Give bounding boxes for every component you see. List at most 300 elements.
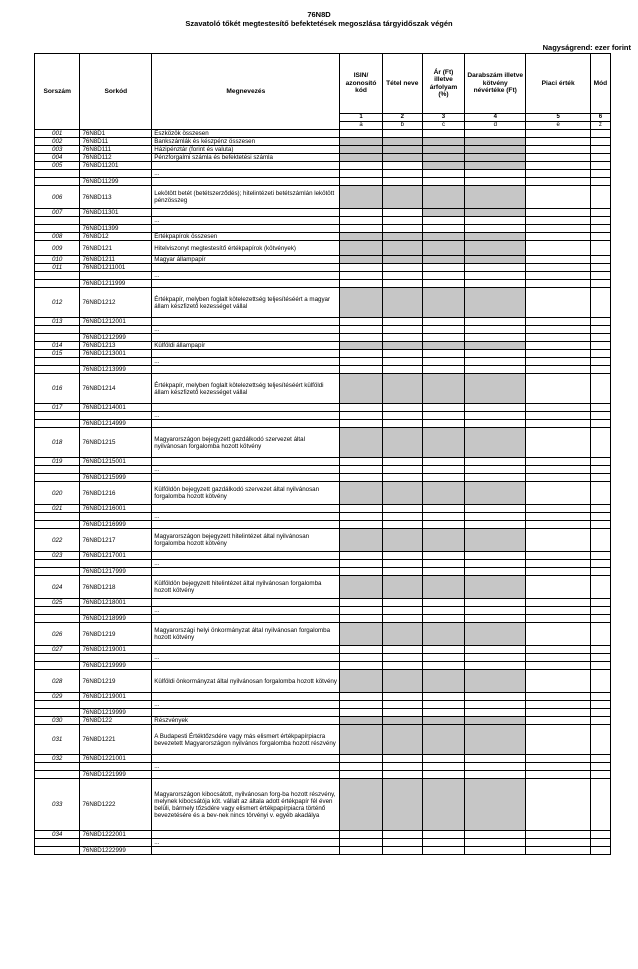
input-cell[interactable] xyxy=(465,599,526,607)
input-cell[interactable] xyxy=(526,241,590,256)
row-name: ... xyxy=(152,272,340,280)
input-cell[interactable] xyxy=(590,568,610,576)
input-cell[interactable] xyxy=(382,420,422,428)
input-cell[interactable] xyxy=(526,334,590,342)
input-cell[interactable] xyxy=(590,170,610,178)
input-cell[interactable] xyxy=(526,428,590,458)
input-cell[interactable] xyxy=(526,771,590,779)
input-cell[interactable] xyxy=(526,358,590,366)
input-cell[interactable] xyxy=(422,646,464,654)
input-cell[interactable] xyxy=(590,552,610,560)
input-cell[interactable] xyxy=(590,725,610,755)
input-cell[interactable] xyxy=(422,521,464,529)
input-cell[interactable] xyxy=(526,162,590,170)
input-cell[interactable] xyxy=(526,599,590,607)
input-cell[interactable] xyxy=(382,130,422,138)
input-cell[interactable] xyxy=(465,701,526,709)
input-cell[interactable] xyxy=(382,662,422,670)
input-cell[interactable] xyxy=(526,831,590,839)
input-cell[interactable] xyxy=(422,318,464,326)
input-cell[interactable] xyxy=(422,474,464,482)
input-cell[interactable] xyxy=(465,568,526,576)
input-cell[interactable] xyxy=(340,466,382,474)
input-cell[interactable] xyxy=(422,693,464,701)
input-cell[interactable] xyxy=(590,693,610,701)
input-cell[interactable] xyxy=(590,607,610,615)
input-cell[interactable] xyxy=(422,560,464,568)
row-code: 76N8D1222 xyxy=(80,779,152,831)
input-cell[interactable] xyxy=(340,170,382,178)
input-cell[interactable] xyxy=(590,264,610,272)
input-cell[interactable] xyxy=(590,186,610,209)
input-cell[interactable] xyxy=(590,404,610,412)
input-cell[interactable] xyxy=(340,709,382,717)
input-cell[interactable] xyxy=(422,466,464,474)
row-name xyxy=(152,615,340,623)
input-cell[interactable] xyxy=(526,755,590,763)
input-cell[interactable] xyxy=(590,831,610,839)
input-cell[interactable] xyxy=(422,178,464,186)
input-cell[interactable] xyxy=(465,755,526,763)
input-cell[interactable] xyxy=(465,505,526,513)
input-cell[interactable] xyxy=(382,272,422,280)
input-cell[interactable] xyxy=(382,831,422,839)
shaded-cell xyxy=(422,209,464,217)
input-cell[interactable] xyxy=(340,615,382,623)
input-cell[interactable] xyxy=(465,771,526,779)
input-cell[interactable] xyxy=(526,420,590,428)
input-cell[interactable] xyxy=(526,404,590,412)
input-cell[interactable] xyxy=(340,568,382,576)
input-cell[interactable] xyxy=(526,709,590,717)
input-cell[interactable] xyxy=(422,847,464,855)
input-cell[interactable] xyxy=(382,693,422,701)
row-name xyxy=(152,264,340,272)
input-cell[interactable] xyxy=(465,646,526,654)
input-cell[interactable] xyxy=(382,358,422,366)
input-cell[interactable] xyxy=(422,552,464,560)
input-cell[interactable] xyxy=(382,334,422,342)
input-cell[interactable] xyxy=(465,521,526,529)
input-cell[interactable] xyxy=(465,318,526,326)
input-cell[interactable] xyxy=(526,225,590,233)
input-cell[interactable] xyxy=(422,366,464,374)
input-cell[interactable] xyxy=(526,170,590,178)
input-cell[interactable] xyxy=(526,264,590,272)
input-cell[interactable] xyxy=(340,420,382,428)
input-cell[interactable] xyxy=(422,505,464,513)
input-cell[interactable] xyxy=(465,130,526,138)
input-cell[interactable] xyxy=(465,264,526,272)
input-cell[interactable] xyxy=(465,831,526,839)
input-cell[interactable] xyxy=(526,366,590,374)
input-cell[interactable] xyxy=(422,568,464,576)
input-cell[interactable] xyxy=(382,701,422,709)
input-cell[interactable] xyxy=(382,412,422,420)
input-cell[interactable] xyxy=(340,404,382,412)
input-cell[interactable] xyxy=(526,654,590,662)
input-cell[interactable] xyxy=(526,560,590,568)
input-cell[interactable] xyxy=(526,272,590,280)
input-cell[interactable] xyxy=(590,458,610,466)
input-cell[interactable] xyxy=(340,350,382,358)
input-cell[interactable] xyxy=(382,280,422,288)
input-cell[interactable] xyxy=(382,209,422,217)
input-cell[interactable] xyxy=(526,552,590,560)
input-cell[interactable] xyxy=(526,839,590,847)
input-cell[interactable] xyxy=(422,130,464,138)
input-cell[interactable] xyxy=(340,521,382,529)
input-cell[interactable] xyxy=(422,513,464,521)
input-cell[interactable] xyxy=(340,693,382,701)
input-cell[interactable] xyxy=(340,763,382,771)
input-cell[interactable] xyxy=(526,186,590,209)
input-cell[interactable] xyxy=(526,646,590,654)
input-cell[interactable] xyxy=(422,458,464,466)
input-cell[interactable] xyxy=(526,529,590,552)
input-cell[interactable] xyxy=(590,241,610,256)
input-cell[interactable] xyxy=(590,280,610,288)
input-cell[interactable] xyxy=(590,178,610,186)
input-cell[interactable] xyxy=(590,771,610,779)
input-cell[interactable] xyxy=(382,350,422,358)
input-cell[interactable] xyxy=(382,404,422,412)
input-cell[interactable] xyxy=(465,350,526,358)
input-cell[interactable] xyxy=(590,560,610,568)
input-cell[interactable] xyxy=(465,366,526,374)
input-cell[interactable] xyxy=(526,623,590,646)
input-cell[interactable] xyxy=(382,615,422,623)
input-cell[interactable] xyxy=(422,607,464,615)
input-cell[interactable] xyxy=(340,225,382,233)
input-cell[interactable] xyxy=(526,717,590,725)
input-cell[interactable] xyxy=(590,146,610,154)
input-cell[interactable] xyxy=(340,701,382,709)
input-cell[interactable] xyxy=(340,264,382,272)
input-cell[interactable] xyxy=(526,130,590,138)
input-cell[interactable] xyxy=(526,779,590,831)
input-cell[interactable] xyxy=(590,233,610,241)
input-cell[interactable] xyxy=(526,326,590,334)
input-cell[interactable] xyxy=(465,404,526,412)
col-header-mod: Mód xyxy=(590,54,610,114)
input-cell[interactable] xyxy=(465,412,526,420)
input-cell[interactable] xyxy=(422,350,464,358)
input-cell[interactable] xyxy=(340,646,382,654)
input-cell[interactable] xyxy=(590,529,610,552)
input-cell[interactable] xyxy=(340,326,382,334)
input-cell[interactable] xyxy=(465,420,526,428)
input-cell[interactable] xyxy=(590,763,610,771)
input-cell[interactable] xyxy=(340,839,382,847)
input-cell[interactable] xyxy=(526,233,590,241)
input-cell[interactable] xyxy=(465,662,526,670)
input-cell[interactable] xyxy=(465,513,526,521)
input-cell[interactable] xyxy=(590,654,610,662)
input-cell[interactable] xyxy=(340,280,382,288)
input-cell[interactable] xyxy=(382,521,422,529)
input-cell[interactable] xyxy=(526,576,590,599)
input-cell[interactable] xyxy=(382,513,422,521)
input-cell[interactable] xyxy=(422,358,464,366)
input-cell[interactable] xyxy=(526,458,590,466)
input-cell[interactable] xyxy=(590,839,610,847)
input-cell[interactable] xyxy=(340,334,382,342)
input-cell[interactable] xyxy=(382,560,422,568)
input-cell[interactable] xyxy=(382,162,422,170)
input-cell[interactable] xyxy=(526,318,590,326)
input-cell[interactable] xyxy=(590,272,610,280)
input-cell[interactable] xyxy=(590,318,610,326)
input-cell[interactable] xyxy=(590,505,610,513)
input-cell[interactable] xyxy=(526,763,590,771)
input-cell[interactable] xyxy=(465,763,526,771)
input-cell[interactable] xyxy=(590,428,610,458)
input-cell[interactable] xyxy=(465,178,526,186)
input-cell[interactable] xyxy=(382,366,422,374)
input-cell[interactable] xyxy=(526,662,590,670)
input-cell[interactable] xyxy=(340,599,382,607)
input-cell[interactable] xyxy=(382,505,422,513)
input-cell[interactable] xyxy=(590,623,610,646)
input-cell[interactable] xyxy=(422,326,464,334)
input-cell[interactable] xyxy=(526,505,590,513)
input-cell[interactable] xyxy=(465,217,526,225)
input-cell[interactable] xyxy=(382,217,422,225)
input-cell[interactable] xyxy=(340,272,382,280)
input-cell[interactable] xyxy=(382,568,422,576)
input-cell[interactable] xyxy=(590,466,610,474)
input-cell[interactable] xyxy=(422,225,464,233)
input-cell[interactable] xyxy=(526,146,590,154)
input-cell[interactable] xyxy=(422,755,464,763)
input-cell[interactable] xyxy=(382,607,422,615)
input-cell[interactable] xyxy=(590,755,610,763)
input-cell[interactable] xyxy=(382,709,422,717)
input-cell[interactable] xyxy=(340,654,382,662)
input-cell[interactable] xyxy=(590,138,610,146)
input-cell[interactable] xyxy=(465,458,526,466)
input-cell[interactable] xyxy=(340,847,382,855)
input-cell[interactable] xyxy=(526,178,590,186)
input-cell[interactable] xyxy=(382,847,422,855)
input-cell[interactable] xyxy=(526,209,590,217)
input-cell[interactable] xyxy=(422,412,464,420)
input-cell[interactable] xyxy=(590,225,610,233)
input-cell[interactable] xyxy=(422,839,464,847)
input-cell[interactable] xyxy=(422,831,464,839)
input-cell[interactable] xyxy=(465,552,526,560)
input-cell[interactable] xyxy=(526,607,590,615)
input-cell[interactable] xyxy=(382,466,422,474)
input-cell[interactable] xyxy=(465,466,526,474)
input-cell[interactable] xyxy=(340,771,382,779)
input-cell[interactable] xyxy=(340,130,382,138)
input-cell[interactable] xyxy=(340,366,382,374)
input-cell[interactable] xyxy=(422,599,464,607)
input-cell[interactable] xyxy=(340,209,382,217)
input-cell[interactable] xyxy=(590,412,610,420)
input-cell[interactable] xyxy=(382,654,422,662)
input-cell[interactable] xyxy=(590,350,610,358)
input-cell[interactable] xyxy=(340,552,382,560)
input-cell[interactable] xyxy=(526,288,590,318)
input-cell[interactable] xyxy=(526,693,590,701)
input-cell[interactable] xyxy=(590,130,610,138)
input-cell[interactable] xyxy=(340,458,382,466)
input-cell[interactable] xyxy=(340,412,382,420)
input-cell[interactable] xyxy=(590,288,610,318)
input-cell[interactable] xyxy=(422,280,464,288)
input-cell[interactable] xyxy=(590,366,610,374)
input-cell[interactable] xyxy=(590,670,610,693)
input-cell[interactable] xyxy=(465,560,526,568)
input-cell[interactable] xyxy=(422,701,464,709)
input-cell[interactable] xyxy=(590,162,610,170)
input-cell[interactable] xyxy=(382,771,422,779)
input-cell[interactable] xyxy=(590,779,610,831)
input-cell[interactable] xyxy=(590,709,610,717)
input-cell[interactable] xyxy=(382,474,422,482)
input-cell[interactable] xyxy=(340,178,382,186)
input-cell[interactable] xyxy=(590,217,610,225)
input-cell[interactable] xyxy=(422,272,464,280)
input-cell[interactable] xyxy=(526,670,590,693)
input-cell[interactable] xyxy=(590,420,610,428)
input-cell[interactable] xyxy=(465,170,526,178)
input-cell[interactable] xyxy=(526,474,590,482)
input-cell[interactable] xyxy=(526,701,590,709)
input-cell[interactable] xyxy=(526,521,590,529)
input-cell[interactable] xyxy=(422,170,464,178)
input-cell[interactable] xyxy=(590,576,610,599)
input-cell[interactable] xyxy=(382,763,422,771)
input-cell[interactable] xyxy=(590,847,610,855)
input-cell[interactable] xyxy=(590,334,610,342)
input-cell[interactable] xyxy=(590,717,610,725)
input-cell[interactable] xyxy=(590,256,610,264)
input-cell[interactable] xyxy=(526,154,590,162)
input-cell[interactable] xyxy=(590,599,610,607)
input-cell[interactable] xyxy=(340,831,382,839)
input-cell[interactable] xyxy=(465,607,526,615)
input-cell[interactable] xyxy=(382,178,422,186)
input-cell[interactable] xyxy=(526,280,590,288)
input-cell[interactable] xyxy=(590,615,610,623)
input-cell[interactable] xyxy=(526,217,590,225)
input-cell[interactable] xyxy=(382,755,422,763)
input-cell[interactable] xyxy=(526,513,590,521)
input-cell[interactable] xyxy=(590,701,610,709)
input-cell[interactable] xyxy=(382,839,422,847)
input-cell[interactable] xyxy=(465,334,526,342)
input-cell[interactable] xyxy=(590,521,610,529)
input-cell[interactable] xyxy=(382,552,422,560)
input-cell[interactable] xyxy=(465,326,526,334)
input-cell[interactable] xyxy=(465,474,526,482)
input-cell[interactable] xyxy=(465,847,526,855)
input-cell[interactable] xyxy=(526,256,590,264)
input-cell[interactable] xyxy=(590,374,610,404)
input-cell[interactable] xyxy=(422,654,464,662)
input-cell[interactable] xyxy=(526,466,590,474)
input-cell[interactable] xyxy=(382,646,422,654)
input-cell[interactable] xyxy=(422,615,464,623)
input-cell[interactable] xyxy=(340,505,382,513)
input-cell[interactable] xyxy=(590,513,610,521)
input-cell[interactable] xyxy=(340,560,382,568)
input-cell[interactable] xyxy=(382,458,422,466)
input-cell[interactable] xyxy=(465,358,526,366)
input-cell[interactable] xyxy=(590,209,610,217)
input-cell[interactable] xyxy=(590,358,610,366)
input-cell[interactable] xyxy=(465,225,526,233)
input-cell[interactable] xyxy=(526,374,590,404)
input-cell[interactable] xyxy=(340,217,382,225)
input-cell[interactable] xyxy=(526,482,590,505)
input-cell[interactable] xyxy=(382,225,422,233)
input-cell[interactable] xyxy=(590,646,610,654)
input-cell[interactable] xyxy=(465,654,526,662)
input-cell[interactable] xyxy=(340,755,382,763)
input-cell[interactable] xyxy=(382,170,422,178)
input-cell[interactable] xyxy=(422,264,464,272)
table-row xyxy=(35,217,611,225)
input-cell[interactable] xyxy=(382,318,422,326)
input-cell[interactable] xyxy=(382,326,422,334)
input-cell[interactable] xyxy=(590,662,610,670)
input-cell[interactable] xyxy=(340,162,382,170)
input-cell[interactable] xyxy=(526,615,590,623)
input-cell[interactable] xyxy=(465,709,526,717)
input-cell[interactable] xyxy=(526,568,590,576)
shaded-cell xyxy=(465,576,526,599)
input-cell[interactable] xyxy=(422,709,464,717)
input-cell[interactable] xyxy=(340,513,382,521)
input-cell[interactable] xyxy=(422,334,464,342)
input-cell[interactable] xyxy=(340,318,382,326)
input-cell[interactable] xyxy=(465,272,526,280)
input-cell[interactable] xyxy=(526,350,590,358)
input-cell[interactable] xyxy=(465,693,526,701)
input-cell[interactable] xyxy=(590,482,610,505)
input-cell[interactable] xyxy=(526,847,590,855)
input-cell[interactable] xyxy=(382,264,422,272)
input-cell[interactable] xyxy=(465,839,526,847)
input-cell[interactable] xyxy=(340,662,382,670)
input-cell[interactable] xyxy=(382,599,422,607)
input-cell[interactable] xyxy=(465,615,526,623)
input-cell[interactable] xyxy=(422,217,464,225)
input-cell[interactable] xyxy=(526,725,590,755)
input-cell[interactable] xyxy=(422,763,464,771)
input-cell[interactable] xyxy=(590,342,610,350)
input-cell[interactable] xyxy=(465,280,526,288)
input-cell[interactable] xyxy=(526,342,590,350)
input-cell[interactable] xyxy=(590,154,610,162)
input-cell[interactable] xyxy=(590,326,610,334)
input-cell[interactable] xyxy=(526,138,590,146)
input-cell[interactable] xyxy=(422,404,464,412)
input-cell[interactable] xyxy=(422,771,464,779)
input-cell[interactable] xyxy=(422,420,464,428)
input-cell[interactable] xyxy=(422,662,464,670)
input-cell[interactable] xyxy=(340,474,382,482)
input-cell[interactable] xyxy=(340,607,382,615)
input-cell[interactable] xyxy=(590,474,610,482)
input-cell[interactable] xyxy=(340,358,382,366)
input-cell[interactable] xyxy=(526,412,590,420)
